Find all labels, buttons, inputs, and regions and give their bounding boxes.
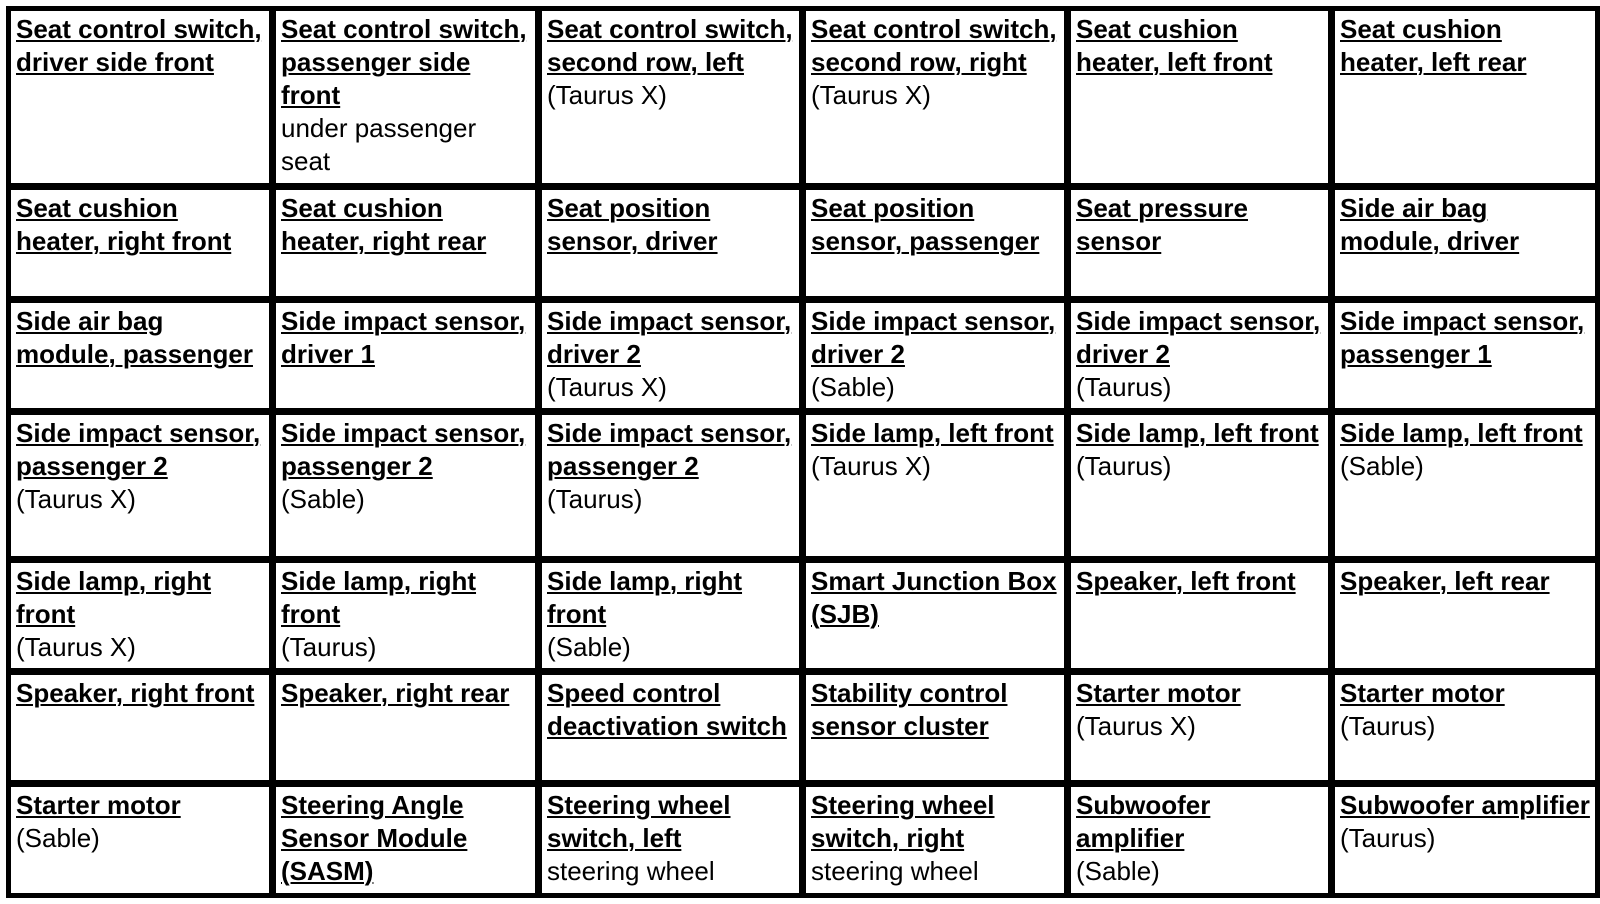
- table-cell: [1333, 785, 1597, 895]
- component-link[interactable]: Steering wheel switch, left: [547, 789, 731, 853]
- location-note: (Sable): [547, 631, 631, 662]
- table-cell: [1333, 9, 1597, 188]
- table-cell: [540, 188, 804, 300]
- component-link[interactable]: Side lamp, right front: [281, 565, 477, 629]
- component-link[interactable]: Stability control sensor cluster: [811, 677, 1008, 741]
- table-cell: [274, 9, 540, 188]
- component-link[interactable]: Side impact sensor, passenger 2: [281, 417, 526, 481]
- component-link[interactable]: Side air bag module, driver: [1340, 193, 1520, 257]
- component-link[interactable]: Seat position sensor, driver: [547, 193, 718, 257]
- table-cell: [9, 413, 274, 561]
- table-cell: [540, 785, 804, 895]
- location-note: (Taurus): [1340, 710, 1436, 741]
- component-link[interactable]: Smart Junction Box (SJB): [811, 565, 1057, 629]
- location-note: (Taurus): [1076, 450, 1172, 481]
- component-link[interactable]: Seat control switch, second row, right: [811, 14, 1057, 77]
- table-cell: [540, 9, 804, 188]
- component-link[interactable]: Side impact sensor, passenger 2: [16, 417, 261, 481]
- table-cell: [1333, 673, 1597, 785]
- table-row: [9, 188, 1597, 300]
- component-link[interactable]: Side lamp, left front: [1340, 417, 1583, 448]
- component-link[interactable]: Seat pressure sensor: [1076, 193, 1248, 257]
- table-cell: [1333, 188, 1597, 300]
- component-link[interactable]: Starter motor: [16, 789, 181, 820]
- component-link[interactable]: Subwoofer amplifier: [1076, 789, 1211, 853]
- location-note: (Taurus): [547, 483, 643, 514]
- location-note: (Taurus X): [811, 450, 931, 481]
- table-cell: [804, 301, 1069, 413]
- table-cell: [274, 301, 540, 413]
- table-cell: [540, 301, 804, 413]
- table-cell: [1333, 301, 1597, 413]
- location-note: under passenger seat: [281, 113, 477, 176]
- location-note: (Taurus X): [16, 631, 136, 662]
- component-link[interactable]: Side impact sensor, passenger 1: [1340, 305, 1585, 369]
- component-link[interactable]: Seat cushion heater, left front: [1076, 14, 1273, 77]
- location-note: (Sable): [811, 371, 895, 402]
- component-link[interactable]: Side lamp, right front: [547, 565, 743, 629]
- component-link[interactable]: Steering Angle Sensor Module (SASM): [281, 789, 468, 886]
- component-link[interactable]: Steering wheel switch, right: [811, 789, 995, 853]
- table-row: [9, 785, 1597, 895]
- table-cell: [9, 673, 274, 785]
- table-cell: [274, 188, 540, 300]
- location-note: (Sable): [1340, 450, 1424, 481]
- component-link[interactable]: Seat control switch, second row, left: [547, 14, 793, 77]
- component-link[interactable]: Side air bag module, passenger: [16, 305, 253, 369]
- table-cell: [274, 561, 540, 673]
- table-cell: [9, 188, 274, 300]
- location-note: steering wheel: [547, 855, 715, 886]
- table-cell: [1069, 188, 1333, 300]
- table-cell: [9, 9, 274, 188]
- location-note: (Taurus X): [16, 483, 136, 514]
- table-cell: [540, 673, 804, 785]
- table-cell: [804, 413, 1069, 561]
- component-link[interactable]: Seat position sensor, passenger: [811, 193, 1040, 257]
- location-note: (Sable): [1076, 855, 1160, 886]
- location-note: (Taurus X): [547, 371, 667, 402]
- component-link[interactable]: Seat control switch, passenger side front: [281, 14, 527, 110]
- table-cell: [9, 301, 274, 413]
- location-note: (Taurus): [281, 631, 377, 662]
- table-cell: [274, 673, 540, 785]
- component-link[interactable]: Side impact sensor, driver 2: [1076, 305, 1321, 369]
- table-cell: [804, 673, 1069, 785]
- table-cell: [804, 9, 1069, 188]
- table-cell: [804, 785, 1069, 895]
- component-link[interactable]: Side impact sensor, driver 1: [281, 305, 526, 369]
- table-cell: [274, 413, 540, 561]
- location-note: (Sable): [281, 483, 365, 514]
- table-row: [9, 301, 1597, 413]
- component-link[interactable]: Side lamp, left front: [1076, 417, 1319, 448]
- table-cell: [274, 785, 540, 895]
- table-row: [9, 413, 1597, 561]
- table-row: [9, 561, 1597, 673]
- location-note: (Sable): [16, 822, 100, 853]
- table-cell: [804, 188, 1069, 300]
- location-note: (Taurus X): [547, 80, 667, 110]
- component-link[interactable]: Side impact sensor, driver 2: [547, 305, 792, 369]
- table-cell: [1069, 413, 1333, 561]
- component-location-table: [6, 6, 1600, 898]
- location-note: steering wheel: [811, 855, 979, 886]
- table-cell: [1069, 301, 1333, 413]
- location-note: (Taurus): [1076, 371, 1172, 402]
- component-link[interactable]: Seat cushion heater, left rear: [1340, 14, 1527, 77]
- component-link[interactable]: Seat cushion heater, right rear: [281, 193, 487, 257]
- component-link[interactable]: Speaker, left front: [1076, 565, 1296, 596]
- component-link[interactable]: Seat control switch, driver side front: [16, 14, 262, 77]
- table-cell: [1333, 561, 1597, 673]
- component-link[interactable]: Side lamp, right front: [16, 565, 212, 629]
- table-cell: [9, 561, 274, 673]
- location-note: (Taurus X): [811, 80, 931, 110]
- table-cell: [1069, 673, 1333, 785]
- component-link[interactable]: Speaker, right rear: [281, 677, 510, 708]
- table-row: [9, 9, 1597, 188]
- component-link[interactable]: Starter motor: [1076, 677, 1241, 708]
- table-cell: [540, 561, 804, 673]
- table-cell: [540, 413, 804, 561]
- component-link[interactable]: Side impact sensor, passenger 2: [547, 417, 792, 481]
- table-cell: [9, 785, 274, 895]
- component-link[interactable]: Subwoofer amplifier: [1340, 789, 1590, 820]
- location-note: (Taurus): [1340, 822, 1436, 853]
- component-link[interactable]: Starter motor: [1340, 677, 1505, 708]
- component-link[interactable]: Speaker, left rear: [1340, 565, 1550, 596]
- component-link[interactable]: Side impact sensor, driver 2: [811, 305, 1056, 369]
- table-cell: [804, 561, 1069, 673]
- component-link[interactable]: Speed control deactivation switch: [547, 677, 787, 741]
- table-body: [9, 9, 1597, 895]
- component-link[interactable]: Seat cushion heater, right front: [16, 193, 232, 257]
- table-row: [9, 673, 1597, 785]
- component-link[interactable]: Speaker, right front: [16, 677, 255, 708]
- location-note: (Taurus X): [1076, 710, 1196, 741]
- table-cell: [1069, 785, 1333, 895]
- table-cell: [1333, 413, 1597, 561]
- table-cell: [1069, 561, 1333, 673]
- component-link[interactable]: Side lamp, left front: [811, 417, 1054, 448]
- table-cell: [1069, 9, 1333, 188]
